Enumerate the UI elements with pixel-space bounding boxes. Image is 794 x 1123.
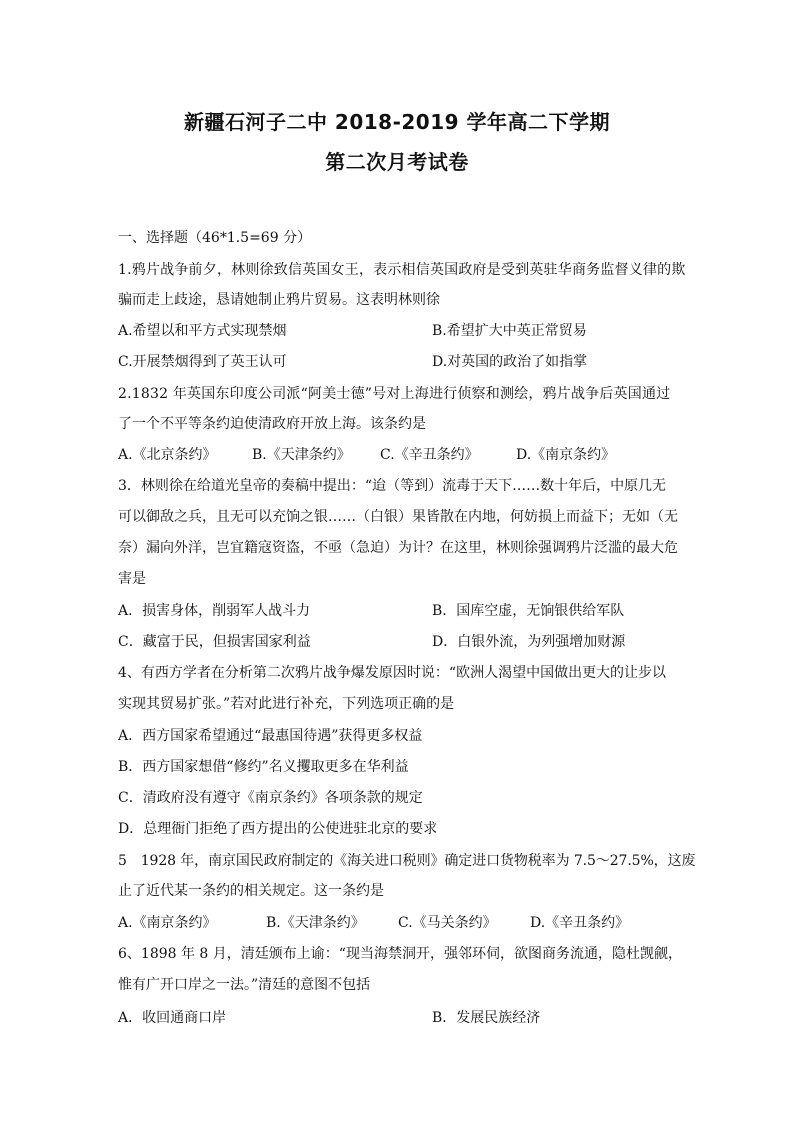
q5-option-d: D.《辛丑条约》 [530,915,630,931]
exam-title-line2: 第二次月考试卷 [325,150,469,174]
q3-option-b: B．国库空虚，无饷银供给军队 [432,603,625,619]
q3-stem-line2: 可以御敌之兵，且无可以充饷之银……（白银）果皆散在内地，何妨损上而益下；无如（无 [118,509,678,525]
q6-stem-line2: 惟有广开口岸之一法。”清廷的意图不包括 [118,977,371,993]
q4-option-d: D．总理衙门拒绝了西方提出的公使进驻北京的要求 [118,821,438,837]
q5-option-b: B.《天津条约》 [266,915,365,931]
q5-stem-line1: 5 1928 年，南京国民政府制定的《海关进口税则》确定进口货物税率为 7.5～27.5%，这废 [118,853,696,869]
q5-option-c: C.《马关条约》 [398,915,497,931]
q6-stem-line1: 6、1898 年 8 月，清廷颁布上谕：“现当海禁洞开，强邻环伺，欲图商务流通，隐杜觊觎， [118,946,682,962]
exam-title-line1: 新疆石河子二中 2018-2019 学年高二下学期 [183,110,611,134]
q2-option-a: A.《北京条约》 [118,447,217,463]
q4-stem-line2: 实现其贸易扩张。”若对此进行补充，下列选项正确的是 [118,696,455,712]
q4-option-b: B．西方国家想借“修约”名义攫取更多在华利益 [118,759,409,775]
q2-option-c: C.《辛丑条约》 [380,447,479,463]
q3-option-c: C．藏富于民，但损害国家利益 [118,634,311,650]
q2-option-d: D.《南京条约》 [516,447,616,463]
q3-stem-line4: 害是 [118,571,146,587]
q3-stem-line1: 3．林则徐在给道光皇帝的奏稿中提出：“迨（等到）流毒于天下……数十年后，中原几无 [118,478,667,494]
q2-stem-line1: 2.1832 年英国东印度公司派“阿美士德”号对上海进行侦察和测绘，鸦片战争后英国通过 [118,386,671,402]
q1-stem-line1: 1.鸦片战争前夕，林则徐致信英国女王，表示相信英国政府是受到英驻华商务监督义律的欺 [118,262,686,278]
q6-option-a: A．收回通商口岸 [118,1010,227,1026]
q4-stem-line1: 4、有西方学者在分析第二次鸦片战争爆发原因时说：“欧洲人渴望中国做出更大的让步以 [118,665,667,681]
q4-option-c: C．清政府没有遵守《南京条约》各项条款的规定 [118,790,423,806]
q4-option-a: A．西方国家希望通过“最惠国待遇”获得更多权益 [118,728,423,744]
q2-option-b: B.《天津条约》 [252,447,351,463]
section-heading: 一、选择题（46*1.5=69 分） [118,230,312,246]
q1-option-d: D.对英国的政治了如指掌 [432,354,588,370]
q1-option-a: A.希望以和平方式实现禁烟 [118,323,287,339]
q6-option-b: B．发展民族经济 [432,1010,541,1026]
q3-option-a: A．损害身体，削弱军人战斗力 [118,603,311,619]
q1-stem-line2: 骗而走上歧途，恳请她制止鸦片贸易。这表明林则徐 [118,292,440,308]
q5-option-a: A.《南京条约》 [118,915,217,931]
q5-stem-line2: 止了近代某一条约的相关规定。这一条约是 [118,883,384,899]
q1-option-b: B.希望扩大中英正常贸易 [432,323,587,339]
q2-stem-line2: 了一个不平等条约迫使清政府开放上海。该条约是 [118,416,426,432]
q1-option-c: C.开展禁烟得到了英王认可 [118,354,287,370]
q3-stem-line3: 奈）漏向外洋，岂宜籍寇资盗，不亟（急迫）为计？在这里，林则徐强调鸦片泛滥的最大危 [118,540,678,556]
q3-option-d: D．白银外流，为列强增加财源 [432,634,626,650]
